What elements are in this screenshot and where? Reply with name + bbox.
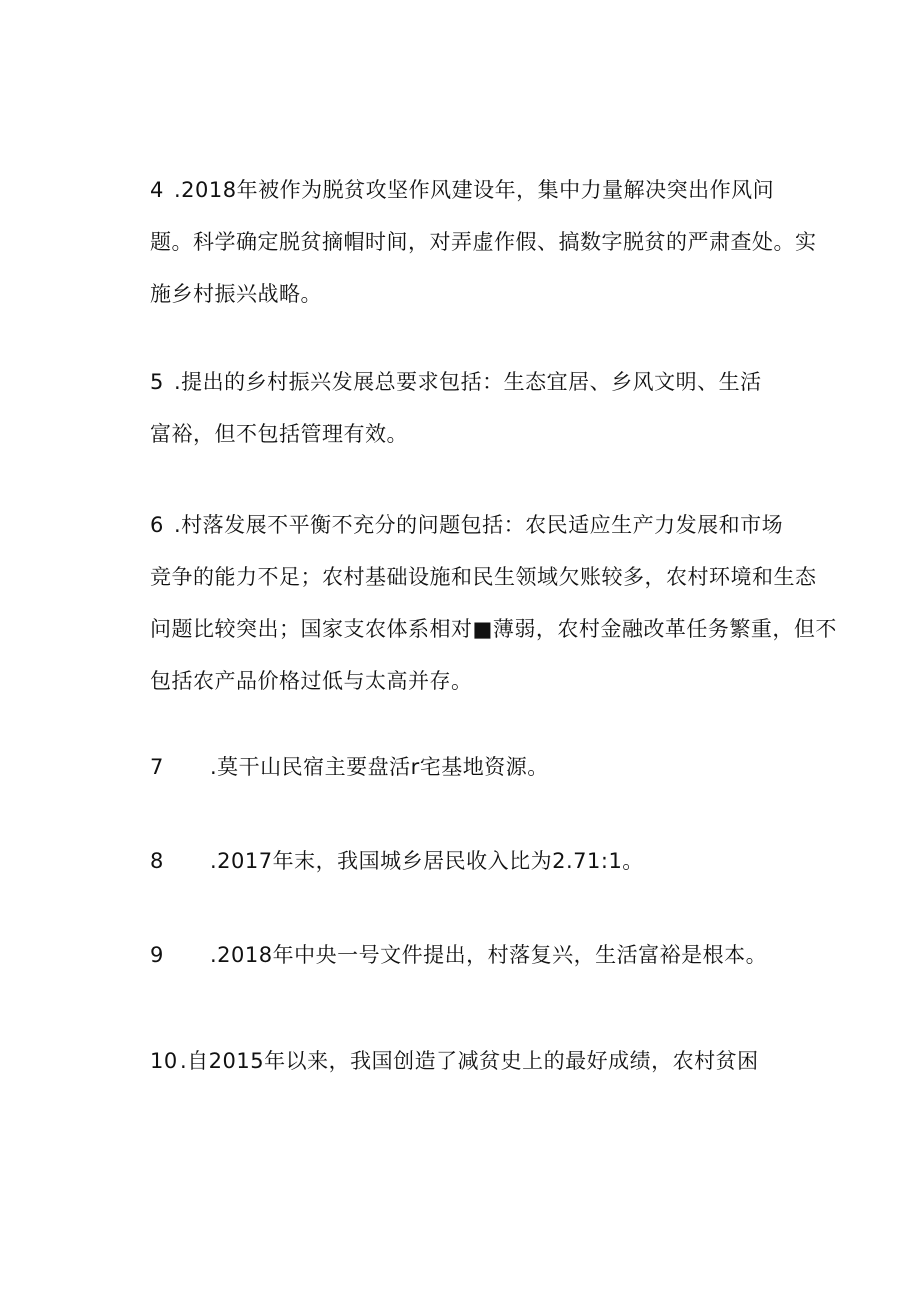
item-4-line-1 bbox=[150, 164, 830, 216]
item-text: .村落发展不平衡不充分的问题包括：农民适应生产力发展和市场 bbox=[174, 513, 784, 537]
list-item-8 bbox=[150, 835, 830, 887]
item-number: 6 bbox=[150, 513, 164, 537]
item-5-line-1 bbox=[150, 356, 830, 408]
item-number: 5 bbox=[150, 370, 164, 394]
item-number: 4 bbox=[150, 178, 164, 202]
list-item-6 bbox=[150, 499, 837, 707]
item-text: .2018年被作为脱贫攻坚作风建设年，集中力量解决突出作风问 bbox=[174, 178, 775, 202]
item-number: 8 bbox=[150, 849, 164, 873]
item-number: 9 bbox=[150, 943, 164, 967]
list-item-10 bbox=[150, 1035, 830, 1087]
item-8-line-1 bbox=[150, 835, 830, 887]
item-6-line-3: 问题比较突出；国家支农体系相对■薄弱，农村金融改革任务繁重，但不 bbox=[150, 617, 837, 641]
item-4-line-3: 施乡村振兴战略。 bbox=[150, 282, 322, 306]
item-6-line-4: 包括农产品价格过低与太高并存。 bbox=[150, 669, 473, 693]
item-text: .2017年末，我国城乡居民收入比为2.71:1。 bbox=[210, 849, 644, 873]
item-number: 7 bbox=[150, 755, 164, 779]
item-text: .提出的乡村振兴发展总要求包括：生态宜居、乡风文明、生活 bbox=[174, 370, 762, 394]
item-number: 10 bbox=[150, 1049, 178, 1073]
item-6-line-2: 竞争的能力不足；农村基础设施和民生领域欠账较多，农村环境和生态 bbox=[150, 565, 817, 589]
item-6-line-1 bbox=[150, 499, 830, 551]
list-item-4 bbox=[150, 164, 830, 320]
item-text: .莫干山民宿主要盘活r宅基地资源。 bbox=[210, 755, 549, 779]
list-item-7 bbox=[150, 741, 830, 793]
item-text: .自2015年以来，我国创造了减贫史上的最好成绩，农村贫困 bbox=[180, 1049, 759, 1073]
item-10-line-1 bbox=[150, 1035, 830, 1087]
item-5-line-2: 富裕，但不包括管理有效。 bbox=[150, 422, 408, 446]
item-9-line-1 bbox=[150, 929, 830, 981]
list-item-5 bbox=[150, 356, 830, 460]
list-item-9 bbox=[150, 929, 830, 981]
item-text: .2018年中央一号文件提出，村落复兴，生活富裕是根本。 bbox=[210, 943, 768, 967]
item-7-line-1 bbox=[150, 741, 830, 793]
item-4-line-2: 题。科学确定脱贫摘帽时间，对弄虚作假、搞数字脱贫的严肃查处。实 bbox=[150, 230, 817, 254]
